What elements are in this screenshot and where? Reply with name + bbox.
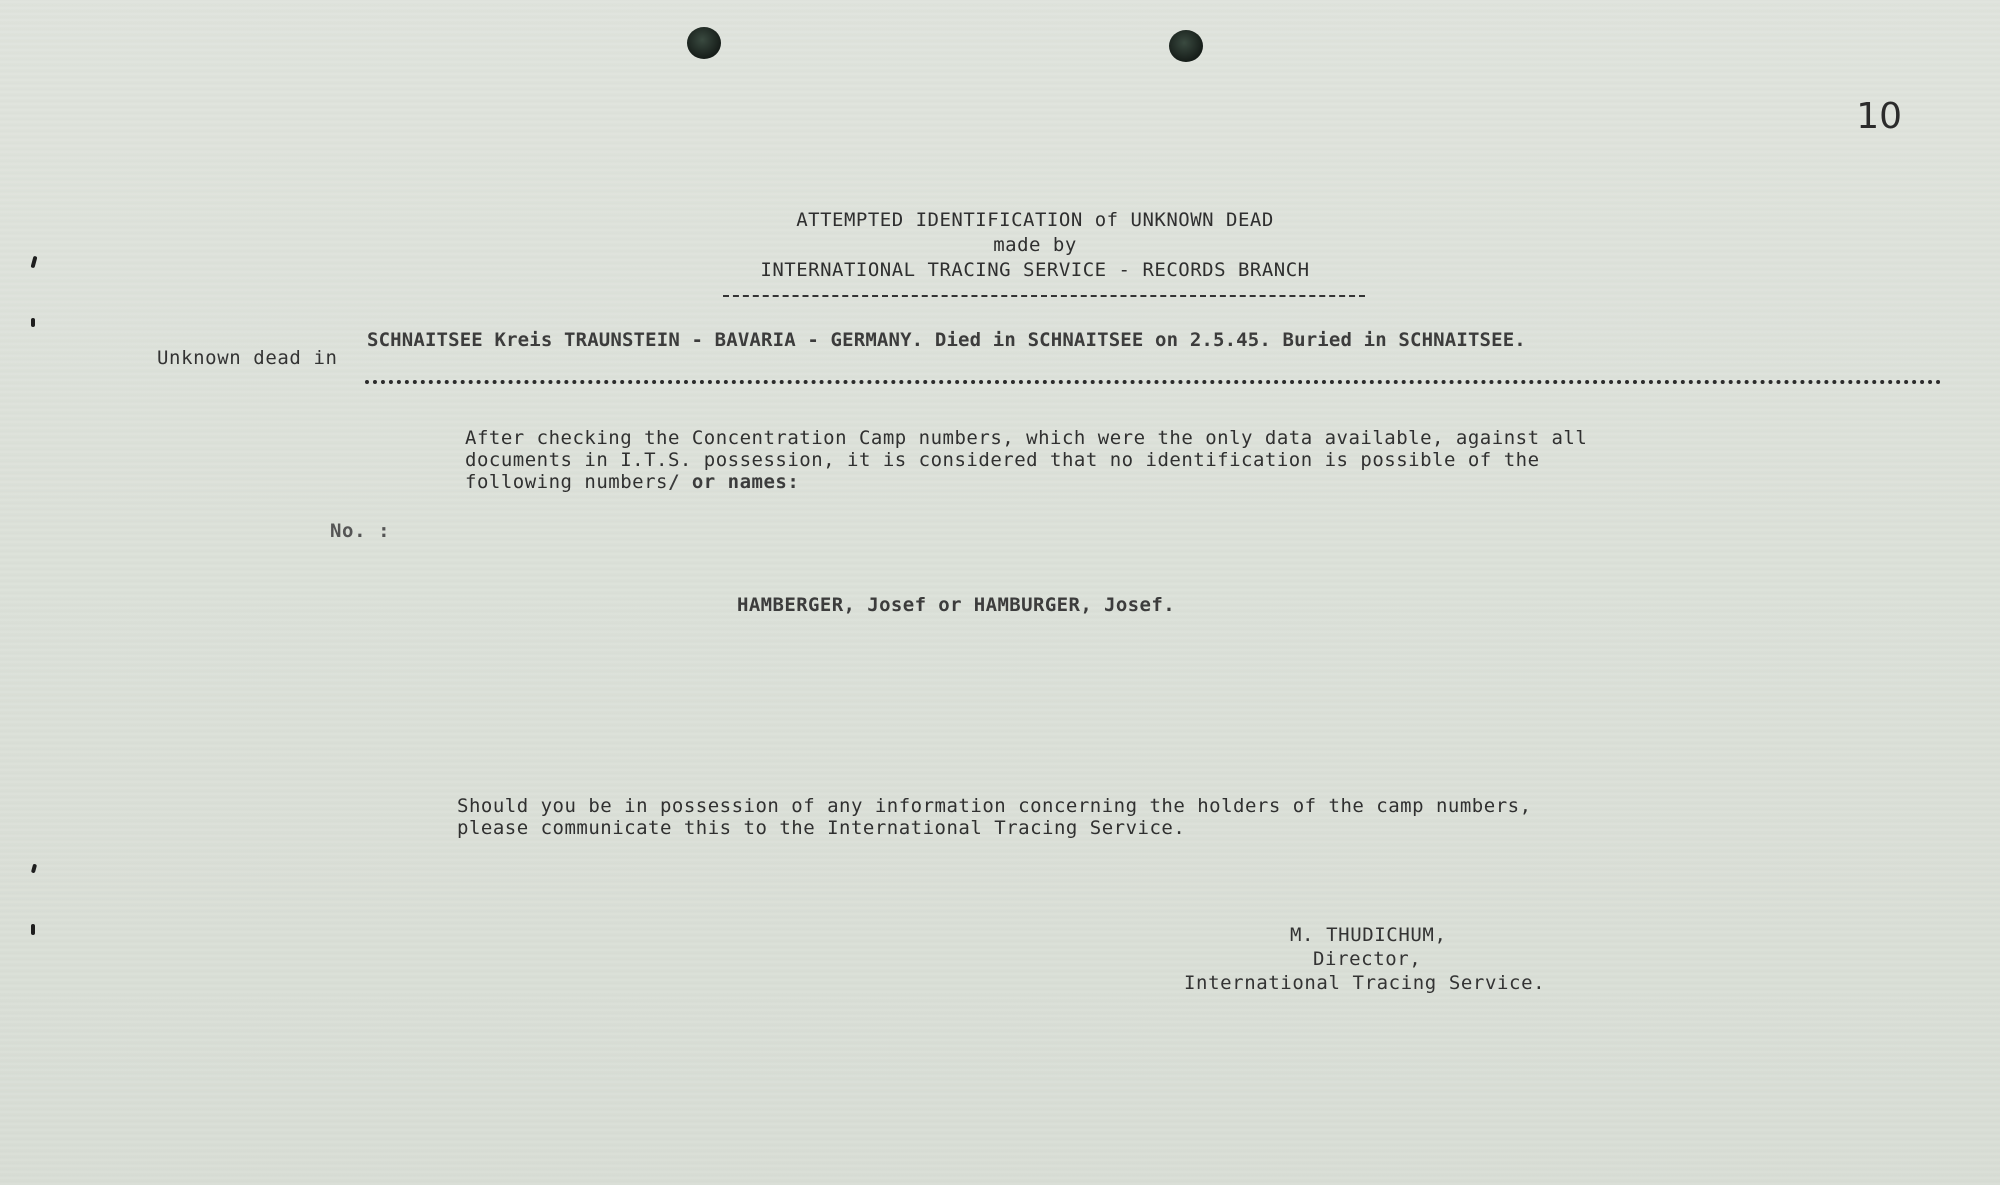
body-line-3-b: / or names:	[667, 471, 800, 493]
header-organization: INTERNATIONAL TRACING SERVICE - RECORDS BRANCH	[760, 259, 1310, 281]
punch-hole-left	[687, 27, 721, 59]
signature-name: M. THUDICHUM,	[1290, 924, 1447, 946]
document-header	[700, 208, 1370, 283]
signature-title: Director,	[1313, 948, 1422, 970]
signature-organization: International Tracing Service.	[1184, 972, 1546, 994]
number-label: No. :	[330, 520, 391, 542]
margin-mark	[31, 864, 37, 874]
dotted-fill-line	[365, 380, 1942, 384]
margin-mark	[31, 318, 35, 327]
body-line-2: documents in I.T.S. possession, it is considered that no identification is possible of the	[465, 449, 1540, 471]
closing-paragraph	[457, 795, 1532, 839]
page-number: 10	[1856, 96, 1902, 137]
unknown-dead-location: SCHNAITSEE Kreis TRAUNSTEIN - BAVARIA - GERMANY. Died in SCHNAITSEE on 2.5.45. Buried in SCHNAITSEE.	[367, 329, 1526, 351]
closing-line-1: Should you be in possession of any information concerning the holders of the camp numbers,	[457, 795, 1532, 817]
body-line-1: After checking the Concentration Camp numbers, which were the only data available, against all	[465, 427, 1588, 449]
closing-line-2: please communicate this to the International Tracing Service.	[457, 817, 1186, 839]
body-line-3-a: following numbers	[465, 471, 668, 493]
margin-mark	[31, 924, 35, 935]
header-underline	[723, 295, 1365, 297]
names-entry: HAMBERGER, Josef or HAMBURGER, Josef.	[737, 594, 1176, 616]
body-paragraph	[465, 427, 1587, 493]
margin-mark	[31, 256, 38, 269]
unknown-dead-label: Unknown dead in	[157, 347, 338, 369]
body-line-3	[465, 471, 1587, 493]
header-made-by: made by	[993, 234, 1077, 256]
punch-hole-right	[1169, 30, 1203, 62]
header-title: ATTEMPTED IDENTIFICATION of UNKNOWN DEAD	[796, 209, 1274, 231]
